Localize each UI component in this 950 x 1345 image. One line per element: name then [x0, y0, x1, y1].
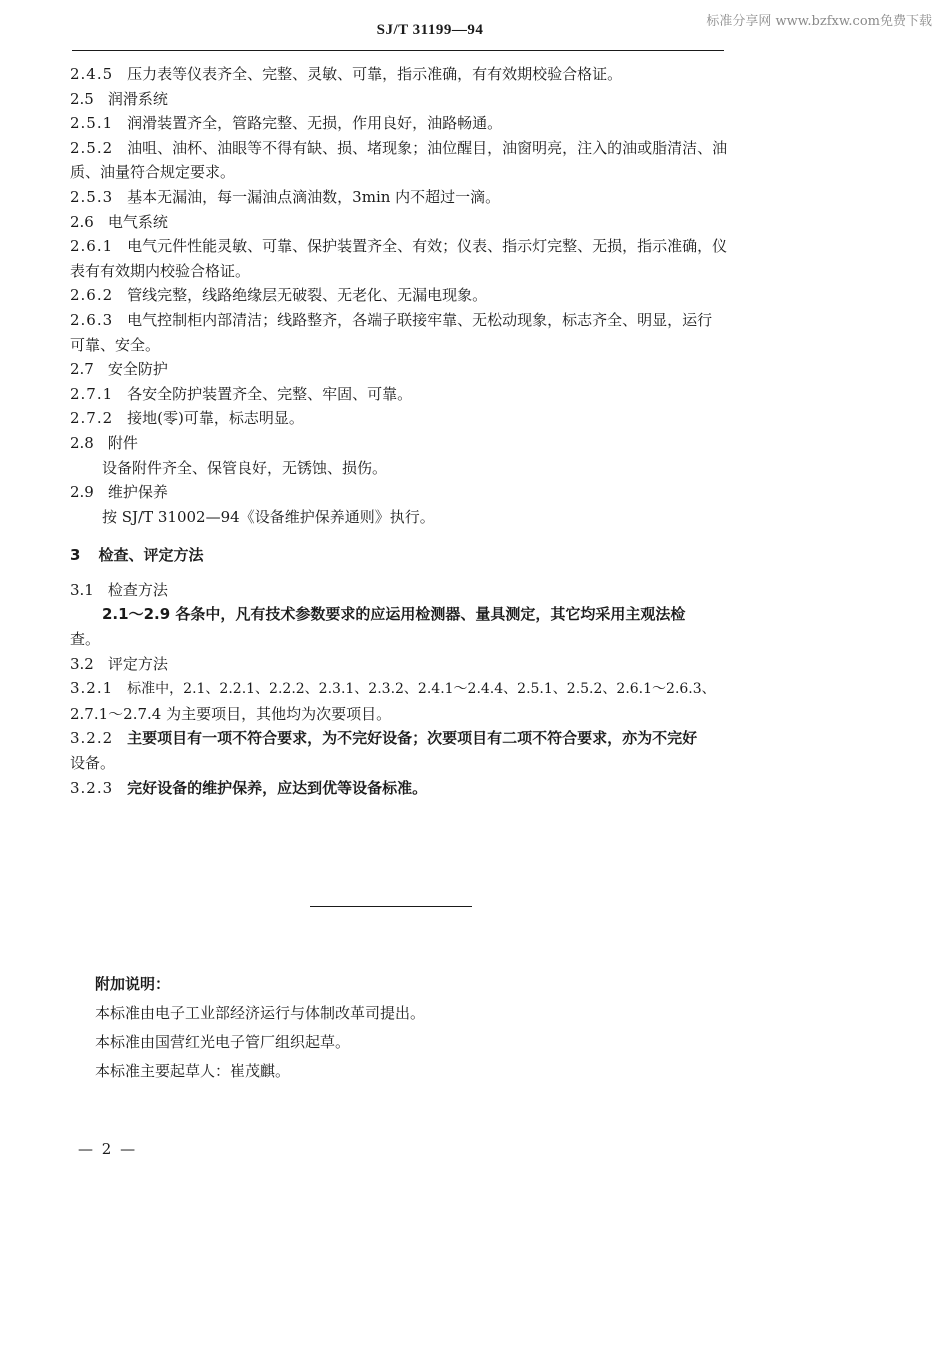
- section-3-1-body: 2.1～2.9 各条中，凡有技术参数要求的应运用检测器、量具测定，其它均采用主观法检: [102, 605, 686, 624]
- watermark-text: 标准分享网 www.bzfxw.com免费下载: [706, 14, 932, 29]
- clause-2-7-1: [70, 382, 726, 407]
- section-number: 2.6: [70, 212, 94, 231]
- section-2-6: [70, 210, 726, 235]
- clause-text: 润滑装置齐全，管路完整、无损，作用良好，油路畅通。: [127, 114, 503, 133]
- notes-title: 附加说明：: [95, 975, 171, 993]
- clause-number: 2.6.2: [70, 286, 114, 305]
- clause-text: 管线完整，线路绝缘层无破裂、无老化、无漏电现象。: [127, 286, 488, 305]
- section-3-1: [70, 578, 726, 603]
- section-number: 2.9: [70, 483, 94, 502]
- clause-number: 2.6.1: [70, 237, 114, 256]
- clause-number: 2.6.3: [70, 310, 114, 329]
- notes-line: 本标准主要起草人：崔茂麒。: [95, 1062, 291, 1080]
- section-title: 评定方法: [107, 654, 168, 673]
- section-title: 润滑系统: [107, 89, 168, 108]
- clause-text: 电气元件性能灵敏、可靠、保护装置齐全、有效；仪表、指示灯完整、无损，指示准确，仪: [127, 237, 728, 256]
- clause-3-2-2-cont: 设备。: [70, 754, 116, 773]
- page-number: — 2 —: [78, 1140, 138, 1158]
- clause-2-6-2: [70, 283, 726, 308]
- additional-notes: [95, 970, 425, 1086]
- clause-text: 基本无漏油，每一漏油点滴油数，3min 内不超过一滴。: [127, 187, 501, 206]
- clause-text: 压力表等仪表齐全、完整、灵敏、可靠，指示准确，有有效期校验合格证。: [127, 65, 623, 83]
- standard-code: SJ/T 31199—94: [376, 22, 484, 38]
- clause-2-6-3: [70, 308, 726, 333]
- end-of-standard-rule: [310, 906, 472, 907]
- clause-text: 标准中，2.1、2.2.1、2.2.2、2.3.1、2.3.2、2.4.1～2.4.4、2.5.1、2.5.2、2.6.1～2.6.3、: [127, 681, 716, 698]
- section-number: 2.5: [70, 89, 94, 108]
- clause-number: 2.5.1: [70, 114, 114, 133]
- clause-number: 2.7.2: [70, 409, 114, 428]
- section-title: 附件: [107, 433, 138, 452]
- clause-2-6-1-cont: 表有有效期内校验合格证。: [70, 261, 251, 280]
- chapter-3-heading: [70, 543, 726, 568]
- clause-number: 3.2.2: [70, 729, 114, 748]
- section-number: 3.1: [70, 580, 94, 599]
- clause-text: 完好设备的维护保养，应达到优等设备标准。: [127, 778, 428, 797]
- clause-2-5-3: [70, 185, 726, 210]
- clause-3-2-1-cont: 2.7.1～2.7.4 为主要项目，其他均为次要项目。: [70, 704, 392, 723]
- clause-2-5-2: [70, 136, 726, 161]
- section-title: 电气系统: [107, 212, 168, 231]
- clause-3-2-3: [70, 776, 726, 801]
- notes-line: 本标准由国营红光电子管厂组织起草。: [95, 1033, 351, 1051]
- section-3-2: [70, 652, 726, 677]
- clause-number: 2.5.2: [70, 138, 114, 157]
- clause-2-5-1: [70, 111, 726, 136]
- notes-line: 本标准由电子工业部经济运行与体制改革司提出。: [95, 1004, 426, 1022]
- section-title: 检查方法: [107, 580, 168, 599]
- clause-number: 2.7.1: [70, 384, 114, 403]
- clause-text: 电气控制柜内部清洁；线路整齐，各端子联接牢靠、无松动现象，标志齐全、明显，运行: [127, 310, 713, 329]
- clause-2-5-2-cont: 质、油量符合规定要求。: [70, 163, 236, 182]
- section-2-9: [70, 480, 726, 505]
- header-divider: [72, 50, 724, 51]
- section-3-1-body-cont: 查。: [70, 630, 101, 649]
- section-2-8-body: 设备附件齐全、保管良好，无锈蚀、损伤。: [102, 458, 388, 477]
- clause-text: 各安全防护装置齐全、完整、牢固、可靠。: [127, 384, 413, 403]
- clause-number: 2.4.5: [70, 65, 114, 83]
- clause-number: 3.2.3: [70, 778, 114, 797]
- section-2-7: [70, 357, 726, 382]
- clause-2-6-1: [70, 234, 726, 259]
- section-title: 安全防护: [107, 360, 168, 379]
- clause-number: 3.2.1: [70, 679, 114, 698]
- section-2-5: [70, 87, 726, 112]
- clause-2-7-2: [70, 406, 726, 431]
- section-number: 2.7: [70, 360, 94, 379]
- section-2-8: [70, 431, 726, 456]
- clause-text: 油咀、油杯、油眼等不得有缺、损、堵现象；油位醒目，油窗明亮，注入的油或脂清洁、油: [127, 138, 728, 157]
- body-content: [70, 62, 726, 800]
- chapter-title: 检查、评定方法: [98, 546, 204, 565]
- clause-3-2-1: [70, 676, 726, 702]
- clause-number: 2.5.3: [70, 187, 114, 206]
- section-number: 3.2: [70, 654, 94, 673]
- section-title: 维护保养: [107, 483, 168, 502]
- chapter-number: 3: [70, 546, 81, 565]
- clause-text: 接地(零)可靠，标志明显。: [127, 409, 304, 428]
- clause-2-4-5: [70, 62, 726, 87]
- clause-text: 主要项目有一项不符合要求，为不完好设备；次要项目有二项不符合要求，亦为不完好: [127, 729, 698, 748]
- section-number: 2.8: [70, 433, 94, 452]
- clause-3-2-2: [70, 726, 726, 751]
- clause-2-6-3-cont: 可靠、安全。: [70, 335, 161, 354]
- section-2-9-body: 按 SJ/T 31002—94《设备维护保养通则》执行。: [102, 507, 435, 526]
